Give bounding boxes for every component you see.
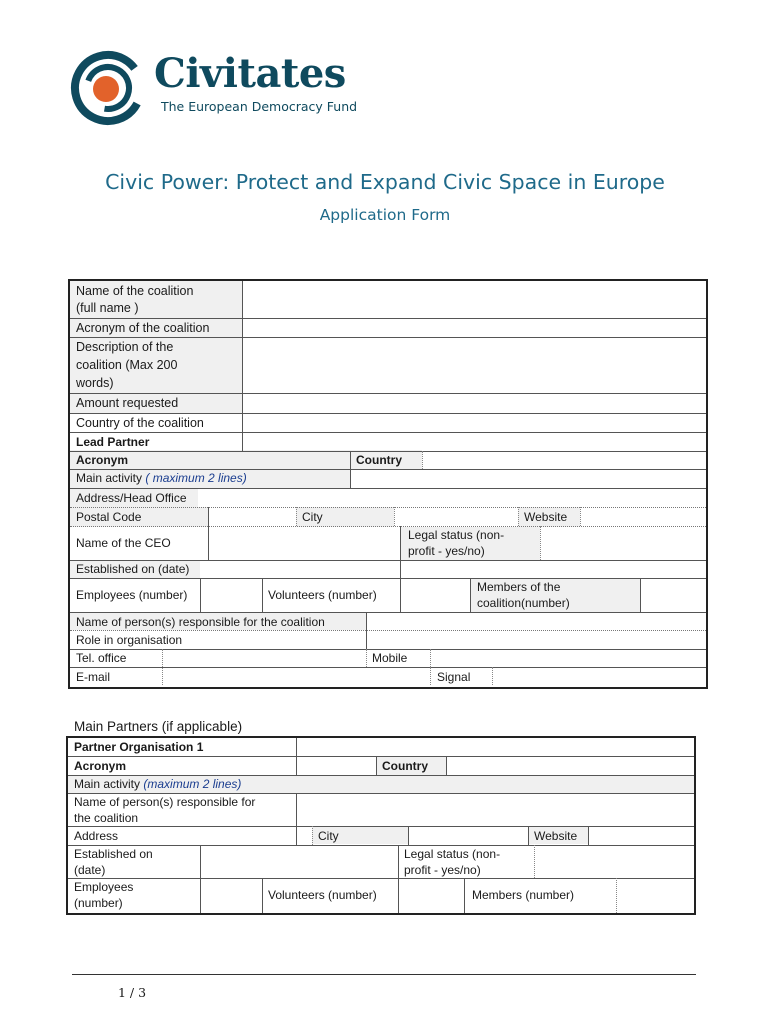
partner-city-label: City (318, 829, 339, 843)
lead-main-activity-hint: ( maximum 2 lines) (145, 471, 247, 485)
lead-members-input[interactable] (642, 579, 704, 612)
lead-members-label-2: coalition(number) (477, 596, 570, 610)
partner-org-input[interactable] (298, 738, 692, 756)
amount-requested-input[interactable] (244, 394, 704, 413)
coalition-description-label-3: words) (76, 376, 114, 390)
lead-established-label: Established on (date) (76, 562, 190, 576)
lead-postal-code-label: Postal Code (76, 510, 142, 524)
lead-signal-input[interactable] (494, 668, 704, 685)
logo (70, 48, 380, 128)
partner-established-label: Established on (74, 847, 153, 861)
coalition-description-input[interactable] (244, 338, 704, 393)
partner-acronym-input[interactable] (298, 757, 376, 775)
lead-role-label: Role in organisation (76, 633, 183, 647)
lead-legal-status-input[interactable] (542, 527, 704, 560)
partner-main-activity-text: Main activity (74, 777, 141, 791)
logo-tagline: The European Democracy Fund (161, 99, 358, 114)
lead-volunteers-label: Volunteers (number) (268, 588, 377, 602)
lead-address-label: Address/Head Office (76, 491, 187, 505)
coalition-acronym-input[interactable] (244, 319, 704, 337)
lead-volunteers-input[interactable] (402, 579, 470, 612)
partner-legal-status-label: Legal status (non- (404, 847, 501, 861)
page-subtitle: Application Form (319, 206, 451, 224)
page-title: Civic Power: Protect and Expand Civic Space in Europe (105, 170, 665, 194)
partner-website-label: Website (534, 829, 578, 843)
lead-tel-label: Tel. office (76, 651, 127, 665)
partner-volunteers-label: Volunteers (number) (268, 888, 377, 902)
lead-acronym-label: Acronym (76, 453, 129, 467)
lead-ceo-label: Name of the CEO (76, 536, 171, 550)
lead-partner-input[interactable] (244, 433, 704, 451)
lead-responsible-label: Name of person(s) responsible for the coalition (76, 615, 325, 629)
lead-main-activity-text: Main activity (76, 471, 143, 485)
lead-city-label: City (302, 510, 323, 524)
lead-responsible-input[interactable] (368, 613, 704, 630)
lead-city-input[interactable] (396, 508, 518, 526)
partner-city-input[interactable] (410, 827, 528, 845)
coalition-description-label: Description of the (76, 340, 174, 354)
partner-org-heading: Partner Organisation 1 (74, 740, 204, 754)
partner-members-input[interactable] (618, 879, 692, 911)
coalition-name-label-2: (full name ) (76, 301, 139, 315)
amount-requested-label: Amount requested (76, 396, 179, 410)
lead-mobile-input[interactable] (432, 650, 704, 667)
lead-ceo-input[interactable] (210, 527, 400, 560)
footer-rule (72, 974, 696, 975)
lead-email-label: E-mail (76, 670, 111, 684)
partner-acronym-label: Acronym (74, 759, 127, 773)
partner-volunteers-input[interactable] (400, 879, 464, 911)
lead-established-input[interactable] (202, 561, 400, 578)
lead-country-label: Country (356, 453, 402, 467)
partner-main-activity-label (74, 776, 241, 792)
lead-partner-heading: Lead Partner (76, 435, 150, 449)
civitates-logo-icon (70, 50, 146, 126)
partner-main-activity-hint: (maximum 2 lines) (143, 777, 242, 791)
partner-employees-label: Employees (74, 880, 134, 894)
partner-members-label: Members (number) (472, 888, 575, 902)
lead-main-activity-input[interactable] (352, 470, 704, 488)
lead-legal-status-label-2: profit - yes/no) (408, 544, 485, 558)
coalition-country-input[interactable] (244, 414, 704, 432)
partner-employees-input[interactable] (202, 879, 262, 911)
lead-role-input[interactable] (368, 631, 704, 649)
lead-postal-code-input[interactable] (210, 508, 296, 526)
partner-legal-status-label-2: profit - yes/no) (404, 863, 481, 877)
lead-tel-input[interactable] (164, 650, 366, 667)
lead-employees-input[interactable] (202, 579, 262, 612)
partner-employees-label-2: (number) (74, 896, 123, 910)
partner-country-input[interactable] (448, 757, 692, 775)
coalition-name-label: Name of the coalition (76, 284, 194, 298)
partner-established-label-2: (date) (74, 863, 106, 877)
lead-address-input[interactable] (200, 489, 704, 507)
lead-mobile-label: Mobile (372, 651, 408, 665)
partner-address-label: Address (74, 829, 119, 843)
lead-email-input[interactable] (164, 668, 430, 685)
partner-address-input[interactable] (298, 827, 312, 845)
partner-responsible-label: Name of person(s) responsible for (74, 795, 256, 809)
lead-website-label: Website (524, 510, 568, 524)
coalition-acronym-label: Acronym of the coalition (76, 321, 210, 335)
partner-responsible-label-2: the coalition (74, 811, 139, 825)
lead-members-label: Members of the (477, 580, 561, 594)
page-number: 1 / 3 (118, 985, 147, 1000)
lead-employees-label: Employees (number) (76, 588, 188, 602)
logo-wordmark: Civitates (154, 50, 346, 97)
lead-website-input[interactable] (582, 508, 704, 526)
partner-established-input[interactable] (202, 846, 398, 878)
main-partners-heading: Main Partners (if applicable) (74, 719, 243, 734)
lead-signal-label: Signal (437, 670, 471, 684)
lead-legal-status-label: Legal status (non- (408, 528, 505, 542)
lead-main-activity-label (76, 470, 247, 486)
coalition-name-input[interactable] (244, 281, 704, 318)
partner-website-input[interactable] (590, 827, 692, 845)
partner-legal-status-input[interactable] (536, 846, 692, 878)
partner-responsible-input[interactable] (298, 794, 692, 826)
lead-country-input[interactable] (424, 452, 704, 469)
partner-country-label: Country (382, 759, 428, 773)
coalition-description-label-2: coalition (Max 200 (76, 358, 178, 372)
coalition-country-label: Country of the coalition (76, 416, 204, 430)
